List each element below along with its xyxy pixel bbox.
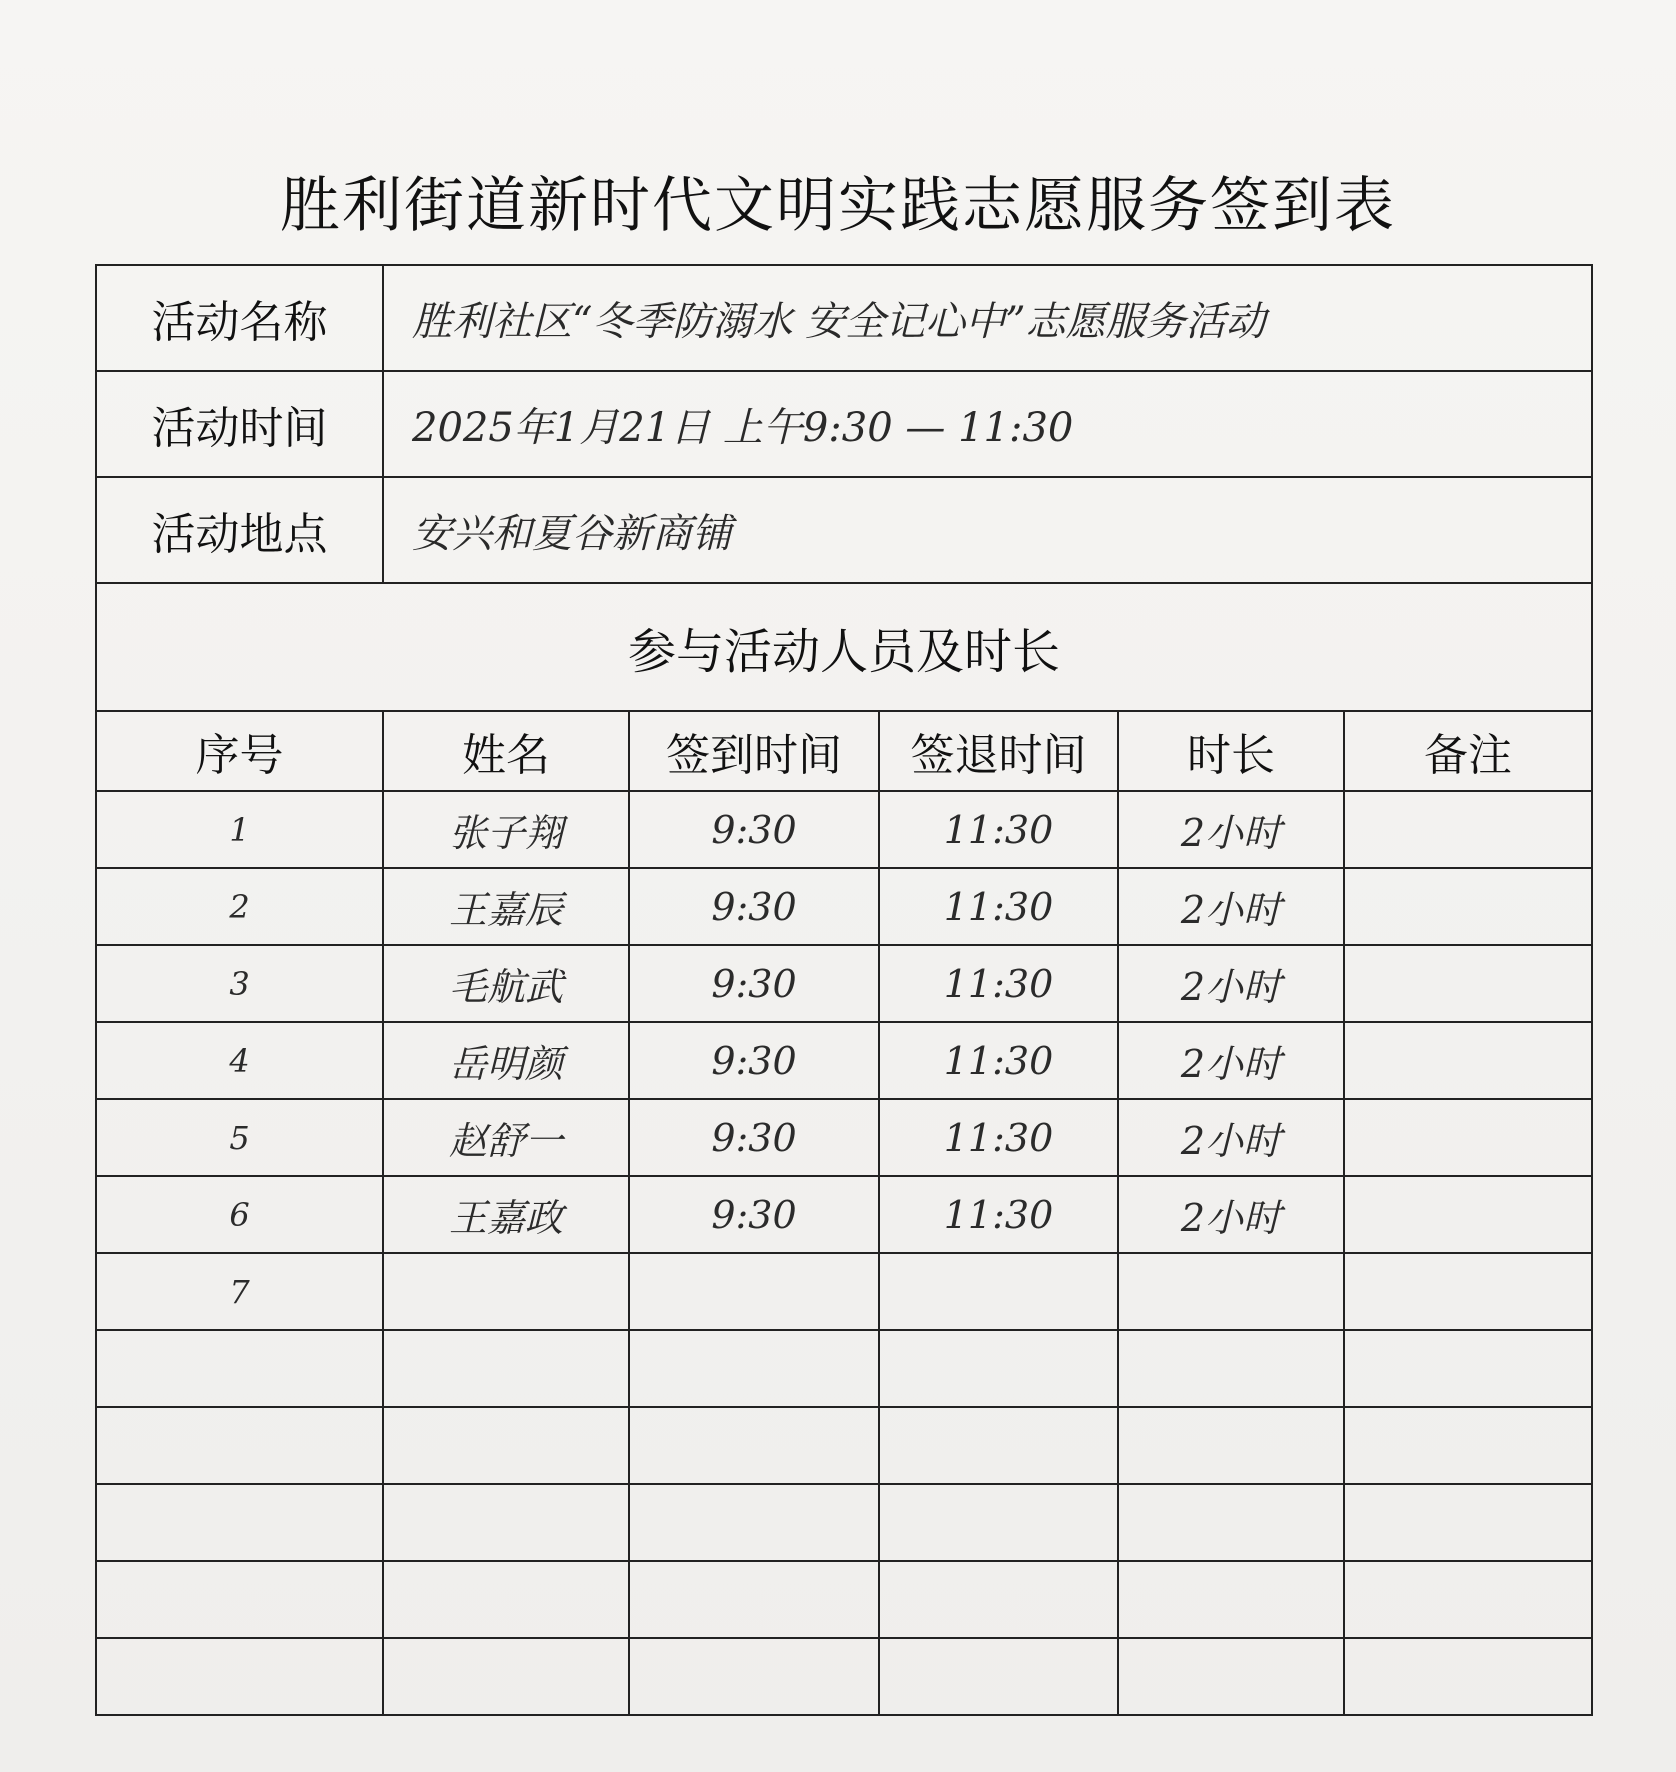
table-row	[96, 945, 1592, 1022]
row-number: 4	[96, 1022, 383, 1099]
checkout-time: 11:30	[879, 1099, 1118, 1176]
note	[1344, 1407, 1592, 1484]
section-title-row	[96, 583, 1592, 711]
note	[1344, 791, 1592, 868]
row-number: 6	[96, 1176, 383, 1253]
participant-name: 王嘉政	[383, 1176, 629, 1253]
column-header-note: 备注	[1344, 711, 1592, 791]
row-number: 5	[96, 1099, 383, 1176]
table-row	[96, 1407, 1592, 1484]
duration	[1118, 1330, 1344, 1407]
row-number: 7	[96, 1253, 383, 1330]
activity-time-row	[96, 371, 1592, 477]
checkout-time	[879, 1561, 1118, 1638]
note	[1344, 1099, 1592, 1176]
column-header-duration: 时长	[1118, 711, 1344, 791]
column-header-name: 姓名	[383, 711, 629, 791]
table-row	[96, 1022, 1592, 1099]
activity-time-label: 活动时间	[96, 371, 383, 477]
note	[1344, 1561, 1592, 1638]
note	[1344, 868, 1592, 945]
row-number: 2	[96, 868, 383, 945]
participant-name	[383, 1407, 629, 1484]
row-number: 1	[96, 791, 383, 868]
row-number	[96, 1407, 383, 1484]
checkin-time: 9:30	[629, 1099, 879, 1176]
participant-name: 赵舒一	[383, 1099, 629, 1176]
checkout-time: 11:30	[879, 1176, 1118, 1253]
row-number	[96, 1561, 383, 1638]
table-row	[96, 791, 1592, 868]
checkin-time: 9:30	[629, 1022, 879, 1099]
note	[1344, 1022, 1592, 1099]
table-row	[96, 1176, 1592, 1253]
row-number	[96, 1484, 383, 1561]
duration	[1118, 1484, 1344, 1561]
table-row	[96, 1638, 1592, 1715]
participant-name	[383, 1561, 629, 1638]
activity-name-value: 胜利社区“冬季防溺水 安全记心中”志愿服务活动	[383, 265, 1592, 371]
row-number	[96, 1638, 383, 1715]
checkin-time: 9:30	[629, 1176, 879, 1253]
duration	[1118, 1638, 1344, 1715]
note	[1344, 1253, 1592, 1330]
checkout-time	[879, 1330, 1118, 1407]
checkin-time	[629, 1330, 879, 1407]
column-header-checkin: 签到时间	[629, 711, 879, 791]
duration	[1118, 1407, 1344, 1484]
checkin-time	[629, 1484, 879, 1561]
checkin-time	[629, 1561, 879, 1638]
table-row	[96, 1561, 1592, 1638]
activity-name-label: 活动名称	[96, 265, 383, 371]
activity-place-label: 活动地点	[96, 477, 383, 583]
section-title: 参与活动人员及时长	[96, 583, 1592, 711]
table-row	[96, 1330, 1592, 1407]
table-row	[96, 868, 1592, 945]
checkin-time	[629, 1253, 879, 1330]
participant-name	[383, 1253, 629, 1330]
activity-name-row	[96, 265, 1592, 371]
column-header-checkout: 签退时间	[879, 711, 1118, 791]
note	[1344, 1638, 1592, 1715]
participant-name: 张子翔	[383, 791, 629, 868]
checkin-time: 9:30	[629, 945, 879, 1022]
checkin-time	[629, 1638, 879, 1715]
activity-place-row	[96, 477, 1592, 583]
participant-name: 岳明颜	[383, 1022, 629, 1099]
duration: 2小时	[1118, 1099, 1344, 1176]
checkout-time	[879, 1638, 1118, 1715]
activity-place-value: 安兴和夏谷新商铺	[383, 477, 1592, 583]
checkout-time: 11:30	[879, 791, 1118, 868]
column-header-row	[96, 711, 1592, 791]
participant-name	[383, 1484, 629, 1561]
column-header-no: 序号	[96, 711, 383, 791]
note	[1344, 1176, 1592, 1253]
duration	[1118, 1561, 1344, 1638]
table-row	[96, 1253, 1592, 1330]
sign-in-table	[95, 264, 1593, 1716]
duration: 2小时	[1118, 1022, 1344, 1099]
note	[1344, 1484, 1592, 1561]
note	[1344, 1330, 1592, 1407]
checkin-time: 9:30	[629, 791, 879, 868]
checkin-time: 9:30	[629, 868, 879, 945]
participant-name: 毛航武	[383, 945, 629, 1022]
checkout-time	[879, 1253, 1118, 1330]
duration: 2小时	[1118, 945, 1344, 1022]
row-number: 3	[96, 945, 383, 1022]
duration	[1118, 1253, 1344, 1330]
checkin-time	[629, 1407, 879, 1484]
checkout-time	[879, 1407, 1118, 1484]
checkout-time: 11:30	[879, 945, 1118, 1022]
checkout-time	[879, 1484, 1118, 1561]
table-row	[96, 1099, 1592, 1176]
duration: 2小时	[1118, 791, 1344, 868]
duration: 2小时	[1118, 1176, 1344, 1253]
participant-name	[383, 1638, 629, 1715]
row-number	[96, 1330, 383, 1407]
checkout-time: 11:30	[879, 868, 1118, 945]
table-row	[96, 1484, 1592, 1561]
sheet-title: 胜利街道新时代文明实践志愿服务签到表	[280, 171, 1396, 241]
participant-name	[383, 1330, 629, 1407]
participant-name: 王嘉辰	[383, 868, 629, 945]
checkout-time: 11:30	[879, 1022, 1118, 1099]
activity-time-value: 2025年1月21日 上午9:30 — 11:30	[383, 371, 1592, 477]
duration: 2小时	[1118, 868, 1344, 945]
note	[1344, 945, 1592, 1022]
